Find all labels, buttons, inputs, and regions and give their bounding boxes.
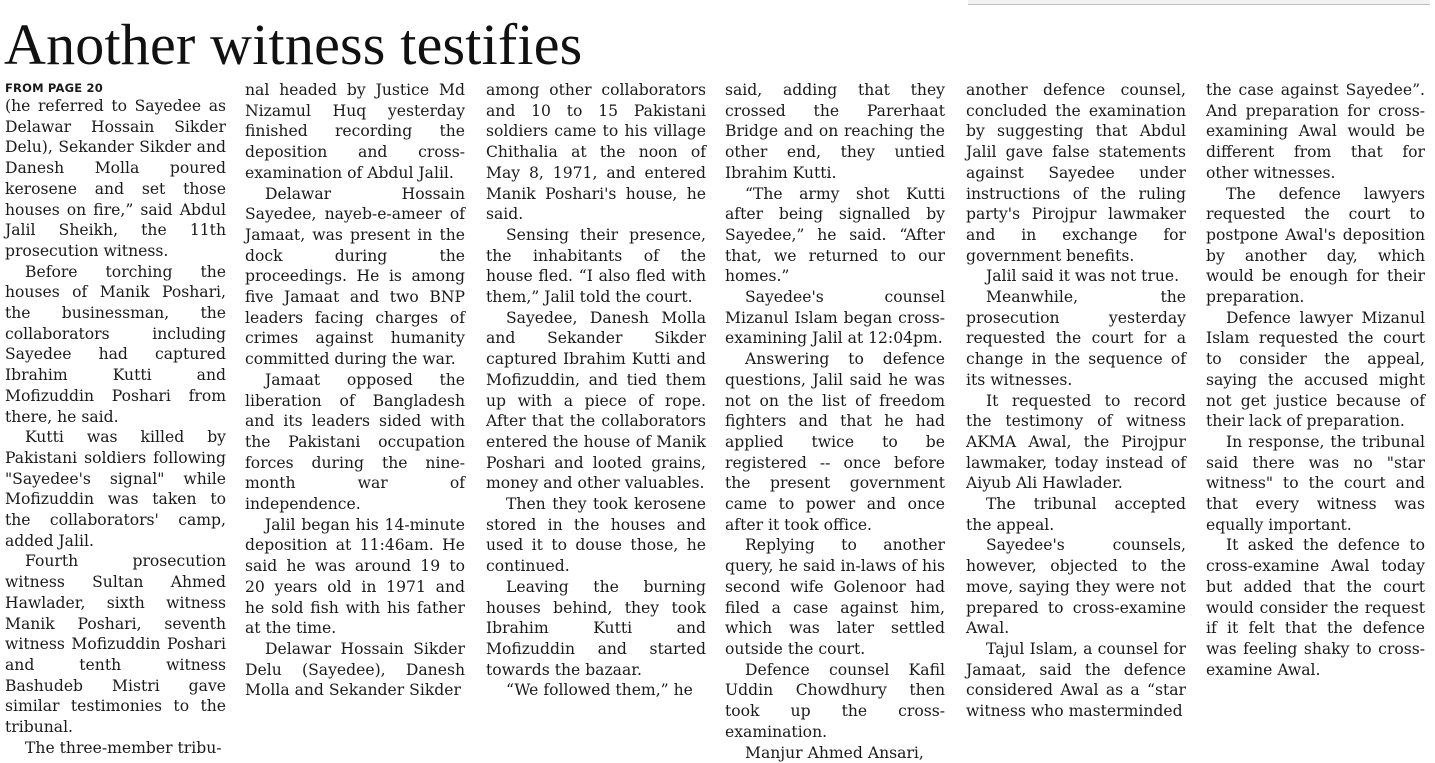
paragraph: The defence lawyers requested the court to postpone Awal's deposition by another day, which would be enough for their preparation. bbox=[1206, 184, 1425, 308]
paragraph: Delawar Hossain Sikder Delu (Sayedee), Danesh Molla and Sekander Sikder bbox=[245, 639, 465, 701]
paragraph: Jalil began his 14-minute deposition at 11:46am. He said he was around 19 to 20 years old in 1971 and he sold fish with his father at the time. bbox=[245, 515, 465, 639]
column-4 bbox=[725, 80, 945, 688]
paragraph: Answering to defence questions, Jalil said he was not on the list of freedom fighters and that he had applied twice to be registered -- once before the present government came to power and once after it took office. bbox=[725, 349, 945, 535]
paragraph: Sayedee's counsels, however, objected to the move, saying they were not prepared to cross-examine Awal. bbox=[966, 535, 1186, 639]
paragraph: Replying to another query, he said in-laws of his second wife Golenoor had filed a case against him, which was later settled outside the court. bbox=[725, 535, 945, 659]
paragraph: Then they took kerosene stored in the houses and used it to douse those, he continued. bbox=[486, 494, 706, 577]
paragraph: Sensing their presence, the inhabitants of the house fled. “I also fled with them,” Jalil told the court. bbox=[486, 225, 706, 308]
continued-from-label: FROM PAGE 20 bbox=[5, 80, 226, 96]
paragraph: The tribunal accepted the appeal. bbox=[966, 494, 1186, 535]
column-6 bbox=[1206, 80, 1425, 688]
paragraph: “We followed them,” he bbox=[486, 680, 706, 701]
paragraph: Tajul Islam, a counsel for Jamaat, said the defence considered Awal as a “star witness who masterminded bbox=[966, 639, 1186, 722]
column-2 bbox=[245, 80, 465, 688]
top-rule bbox=[968, 0, 1430, 5]
paragraph: the case against Sayedee”. And preparation for cross-examining Awal would be different from that for other witnesses. bbox=[1206, 80, 1425, 184]
paragraph: Jamaat opposed the liberation of Bangladesh and its leaders sided with the Pakistani occupation forces during the nine-month war of independence. bbox=[245, 370, 465, 515]
paragraph: Defence lawyer Mizanul Islam requested the court to consider the appeal, saying the accused might not get justice because of their lack of preparation. bbox=[1206, 308, 1425, 432]
headline: Another witness testifies bbox=[4, 12, 582, 78]
paragraph: Jalil said it was not true. bbox=[966, 266, 1186, 287]
column-1 bbox=[5, 80, 226, 688]
paragraph: another defence counsel, concluded the examination by suggesting that Abdul Jalil gave false statements against Sayedee under instructions of the ruling party's Pirojpur lawmaker and in exchange for government benefits. bbox=[966, 80, 1186, 266]
paragraph: said, adding that they crossed the Parerhaat Bridge and on reaching the other end, they untied Ibrahim Kutti. bbox=[725, 80, 945, 184]
paragraph: Sayedee's counsel Mizanul Islam began cross-examining Jalil at 12:04pm. bbox=[725, 287, 945, 349]
paragraph: among other collaborators and 10 to 15 Pakistani soldiers came to his village Chithalia at the noon of May 8, 1971, and entered Manik Poshari's house, he said. bbox=[486, 80, 706, 225]
paragraph: Kutti was killed by Pakistani soldiers following "Sayedee's signal" while Mofizuddin was taken to the collaborators' camp, added Jalil. bbox=[5, 427, 226, 551]
paragraph: Before torching the houses of Manik Poshari, the businessman, the collaborators including Sayedee had captured Ibrahim Kutti and Mofizuddin Poshari from there, he said. bbox=[5, 262, 226, 428]
paragraph: The three-member tribu- bbox=[5, 738, 226, 759]
paragraph: nal headed by Justice Md Nizamul Huq yesterday finished recording the deposition and cross-examination of Abdul Jalil. bbox=[245, 80, 465, 184]
paragraph: In response, the tribunal said there was no "star witness" to the court and that every witness was equally important. bbox=[1206, 432, 1425, 536]
paragraph: (he referred to Sayedee as Delawar Hossain Sikder Delu), Sekander Sikder and Danesh Molla poured kerosene and set those houses on fire,” said Abdul Jalil Sheikh, the 11th prosecution witness. bbox=[5, 96, 226, 262]
paragraph: Meanwhile, the prosecution yesterday requested the court for a change in the sequence of its witnesses. bbox=[966, 287, 1186, 391]
column-3 bbox=[486, 80, 706, 688]
paragraph: It asked the defence to cross-examine Awal today but added that the court would consider the request if it felt that the defence was feeling shaky to cross-examine Awal. bbox=[1206, 535, 1425, 680]
paragraph: Fourth prosecution witness Sultan Ahmed Hawlader, sixth witness Manik Poshari, seventh witness Mofizuddin Poshari and tenth witness Bashudeb Mistri gave similar testimonies to the tribunal. bbox=[5, 551, 226, 737]
paragraph: Sayedee, Danesh Molla and Sekander Sikder captured Ibrahim Kutti and Mofizuddin, and tied them up with a piece of rope. After that the collaborators entered the house of Manik Poshari and looted grains, money and other valuables. bbox=[486, 308, 706, 494]
paragraph: Manjur Ahmed Ansari, bbox=[725, 743, 945, 763]
paragraph: It requested to record the testimony of witness AKMA Awal, the Pirojpur lawmaker, today instead of Aiyub Ali Hawlader. bbox=[966, 391, 1186, 495]
paragraph: Delawar Hossain Sayedee, nayeb-e-ameer of Jamaat, was present in the dock during the proceedings. He is among five Jamaat and two BNP leaders facing charges of crimes against humanity committed during the war. bbox=[245, 184, 465, 370]
paragraph: “The army shot Kutti after being signalled by Sayedee,” he said. “After that, we returned to our homes.” bbox=[725, 184, 945, 288]
paragraph: Leaving the burning houses behind, they took Ibrahim Kutti and Mofizuddin and started towards the bazaar. bbox=[486, 577, 706, 681]
column-5 bbox=[966, 80, 1186, 688]
paragraph: Defence counsel Kafil Uddin Chowdhury then took up the cross-examination. bbox=[725, 660, 945, 743]
